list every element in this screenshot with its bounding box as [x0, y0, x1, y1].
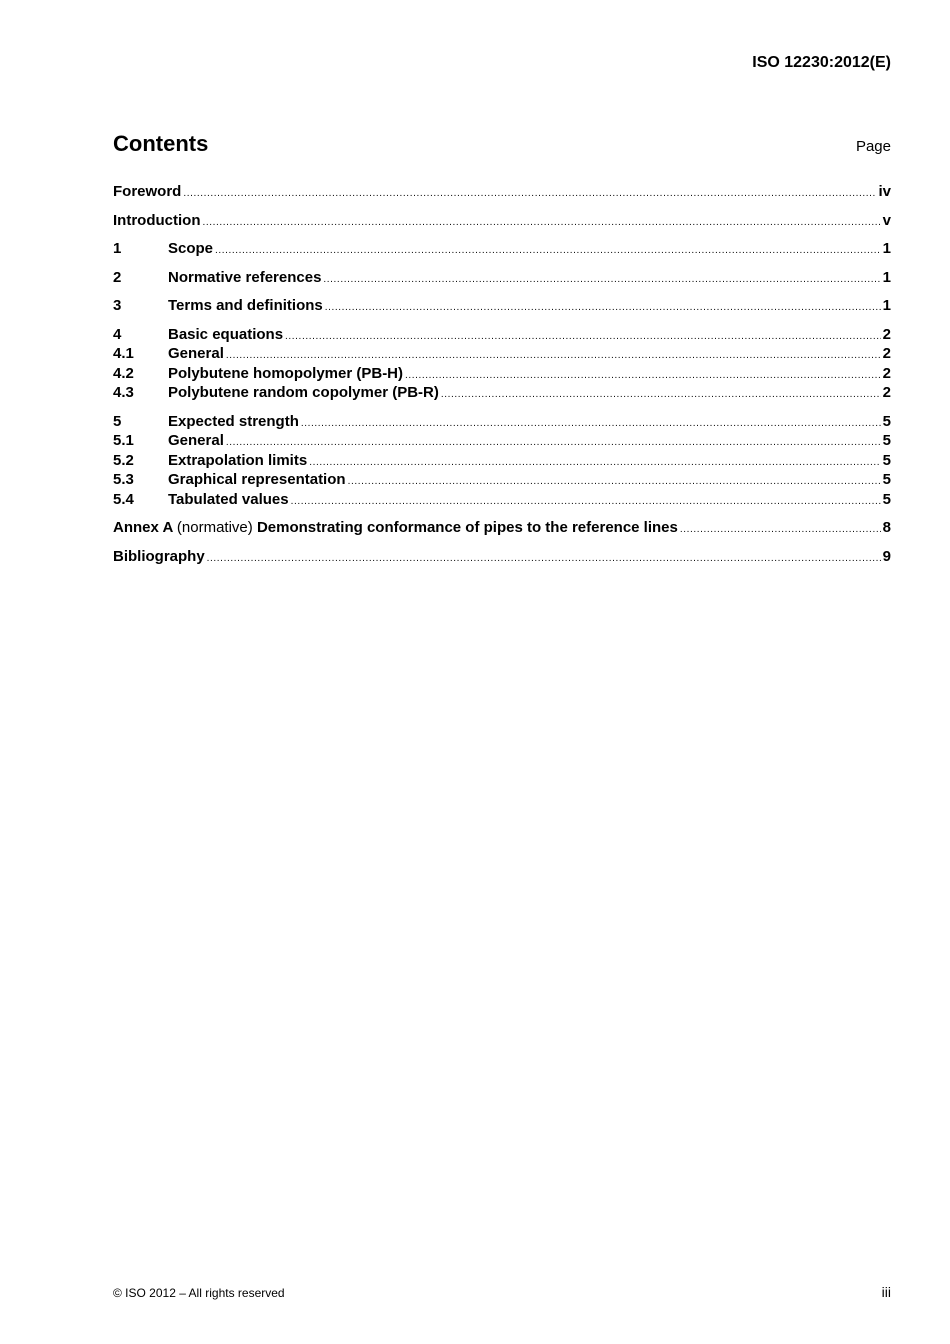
toc-entry-page: 2	[882, 345, 891, 362]
toc-entry-1[interactable]	[113, 239, 891, 259]
toc-entry-4[interactable]	[113, 325, 891, 345]
toc-entry-page: 2	[882, 364, 891, 382]
toc-leader-dots	[348, 472, 881, 492]
toc-entry-foreword[interactable]	[113, 182, 891, 202]
toc-entry-page: 5	[882, 432, 891, 449]
toc-leader-dots	[309, 453, 880, 473]
toc-entry-page: 5	[882, 412, 891, 430]
toc-entry-title: Foreword	[113, 183, 182, 200]
toc-entry-title: Basic equations	[168, 325, 284, 343]
document-code: ISO 12230:2012(E)	[752, 54, 891, 71]
footer-page-number: iii	[881, 1284, 891, 1300]
toc-entry-title: Scope	[168, 240, 214, 257]
toc-entry-number: 4	[113, 325, 122, 343]
toc-entry-number: 5.2	[113, 451, 134, 469]
toc-leader-dots	[325, 298, 881, 318]
toc-leader-dots	[285, 327, 881, 347]
toc-entry-title: Introduction	[113, 211, 201, 229]
toc-entry-5-4[interactable]	[113, 490, 891, 510]
page-column-label: Page	[855, 138, 891, 155]
toc-entry-title: Normative references	[168, 268, 322, 286]
toc-entry-number: 5.1	[113, 432, 134, 449]
toc-entry-page: 5	[882, 490, 891, 508]
toc-entry-page: 2	[882, 325, 891, 343]
toc-entry-number: 5	[113, 412, 122, 430]
toc-entry-page: v	[882, 211, 891, 229]
toc-entry-page: iv	[878, 183, 891, 200]
contents-heading: Contents	[113, 131, 209, 156]
toc-leader-dots	[226, 433, 881, 453]
toc-entry-title: Graphical representation	[168, 471, 346, 488]
toc-entry-title: Expected strength	[168, 412, 299, 430]
toc-leader-dots	[680, 520, 881, 540]
toc-leader-dots	[183, 184, 876, 204]
toc-entry-4-1[interactable]	[113, 344, 891, 364]
toc-leader-dots	[301, 414, 881, 434]
toc-entry-page: 1	[882, 240, 891, 257]
toc-leader-dots	[405, 366, 881, 386]
toc-entry-page: 1	[882, 297, 891, 314]
toc-entry-bibliography[interactable]	[113, 547, 891, 567]
toc-entry-page: 5	[882, 471, 891, 488]
annex-type: (normative)	[176, 519, 253, 536]
table-of-contents	[113, 182, 891, 566]
toc-leader-dots	[441, 385, 881, 405]
toc-entry-page: 2	[882, 384, 891, 401]
toc-entry-title: Bibliography	[113, 547, 205, 565]
toc-entry-title: Extrapolation limits	[168, 451, 308, 469]
toc-entry-5-1[interactable]	[113, 431, 891, 451]
toc-entry-5-2[interactable]	[113, 451, 891, 471]
toc-leader-dots	[323, 270, 880, 290]
footer-copyright: © ISO 2012 – All rights reserved	[113, 1286, 285, 1300]
toc-entry-3[interactable]	[113, 296, 891, 316]
toc-entry-number: 4.3	[113, 384, 134, 401]
toc-entry-title: General	[168, 345, 224, 362]
toc-entry-title	[113, 518, 678, 538]
toc-entry-annex-a[interactable]	[113, 518, 891, 538]
toc-entry-title: Terms and definitions	[168, 297, 323, 314]
toc-entry-5[interactable]	[113, 412, 891, 432]
toc-entry-5-3[interactable]	[113, 470, 891, 490]
toc-entry-number: 4.1	[113, 345, 134, 362]
toc-entry-number: 1	[113, 240, 122, 257]
toc-entry-page: 1	[882, 268, 891, 286]
toc-leader-dots	[202, 213, 880, 233]
toc-entry-4-2[interactable]	[113, 364, 891, 384]
toc-entry-number: 5.4	[113, 490, 134, 508]
toc-entry-title: Polybutene homopolymer (PB-H)	[168, 364, 404, 382]
toc-entry-page: 5	[882, 451, 891, 469]
toc-entry-page: 9	[882, 547, 891, 565]
toc-entry-2[interactable]	[113, 268, 891, 288]
toc-entry-page: 8	[882, 519, 891, 536]
toc-entry-4-3[interactable]	[113, 383, 891, 403]
toc-leader-dots	[207, 549, 881, 569]
toc-entry-title: General	[168, 432, 224, 449]
annex-label: Annex A	[113, 519, 173, 536]
toc-entry-introduction[interactable]	[113, 211, 891, 231]
toc-entry-title: Tabulated values	[168, 490, 289, 508]
toc-entry-number: 5.3	[113, 471, 134, 488]
toc-entry-number: 3	[113, 297, 122, 314]
toc-leader-dots	[291, 492, 881, 512]
toc-entry-title: Polybutene random copolymer (PB-R)	[168, 384, 439, 401]
annex-title: Demonstrating conformance of pipes to the reference lines	[256, 519, 678, 536]
toc-entry-number: 4.2	[113, 364, 134, 382]
toc-leader-dots	[215, 241, 881, 261]
toc-entry-number: 2	[113, 268, 122, 286]
